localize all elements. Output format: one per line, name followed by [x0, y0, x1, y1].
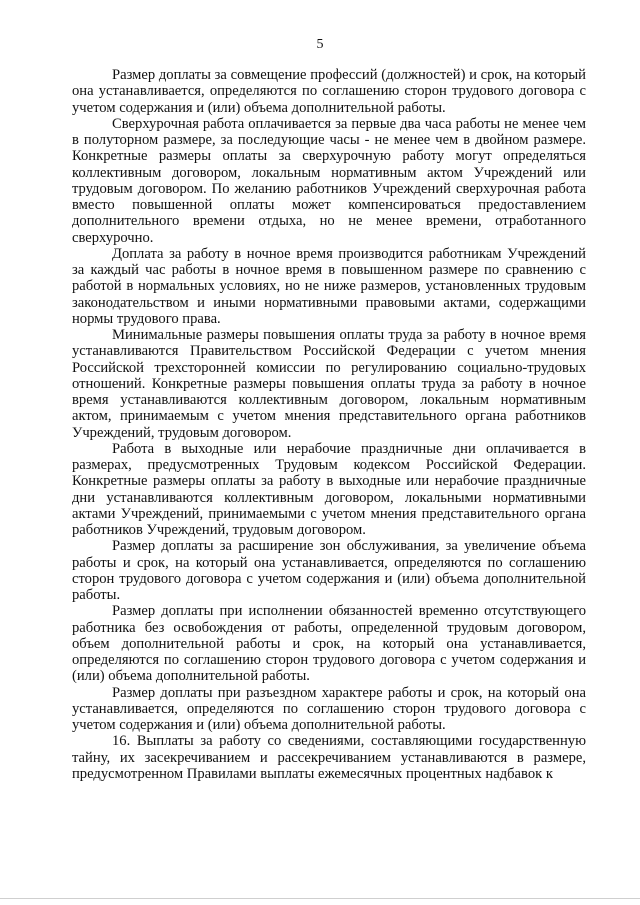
paragraph-night-work-allowance: Доплата за работу в ночное время производится работникам Учреждений за каждый час работы в ночное время в повышенном размере по сравнению с работой в нормальных условиях, но не ниже размеров, установленных трудовым законодательством и иными нормативными правовыми актами, содержащими нормы трудового права.	[72, 245, 586, 327]
page-number: 5	[316, 37, 324, 52]
paragraph-state-secret-payments: 16. Выплаты за работу со сведениями, составляющими государственную тайну, их засекречиванием и рассекречиванием устанавливаются в размере, предусмотренном Правилами выплаты ежемесячных процентных надбавок к	[72, 733, 586, 782]
paragraph-service-area-expansion: Размер доплаты за расширение зон обслуживания, за увеличение объема работы и срок, на который она устанавливается, определяются по соглашению сторон трудового договора с учетом содержания и (или) объема дополнительной работы.	[72, 538, 586, 603]
bottom-divider	[0, 898, 640, 899]
paragraph-combination-of-professions: Размер доплаты за совмещение профессий (должностей) и срок, на который она устанавливается, определяются по соглашению сторон трудового договора с учетом содержания и (или) объема дополнительной работы.	[72, 67, 586, 116]
paragraph-overtime-work: Сверхурочная работа оплачивается за первые два часа работы не менее чем в полуторном размере, за последующие часы - не менее чем в двойном размере. Конкретные размеры оплаты за сверхурочную работу могут определяться коллективным договором, локальным нормативным актом Учреждений или трудовым договором. По желанию работников Учреждений сверхурочная работа вместо повышенной оплаты может компенсироваться предоставлением дополнительного времени отдыха, но не менее времени, отработанного сверхурочно.	[72, 115, 586, 246]
paragraph-weekend-holiday-work: Работа в выходные или нерабочие праздничные дни оплачивается в размерах, предусмотренных Трудовым кодексом Российской Федерации. Конкретные размеры оплаты за работу в выходные или нерабочие праздничные дни устанавливаются коллективным договором, локальными нормативными актами Учреждений, принимаемыми с учетом мнения представительного органа работников Учреждений, трудовым договором.	[72, 440, 586, 538]
document-body	[72, 67, 586, 782]
paragraph-traveling-work: Размер доплаты при разъездном характере работы и срок, на который она устанавливается, определяются по соглашению сторон трудового договора с учетом содержания и (или) объема дополнительной работы.	[72, 684, 586, 733]
paragraph-absent-employee-duties: Размер доплаты при исполнении обязанностей временно отсутствующего работника без освобождения от работы, определенной трудовым договором, объем дополнительной работы и срок, на который она устанавливается, определяются по соглашению сторон трудового договора с учетом содержания и (или) объема дополнительной работы.	[72, 603, 586, 685]
paragraph-night-work-minimum: Минимальные размеры повышения оплаты труда за работу в ночное время устанавливаются Правительством Российской Федерации с учетом мнения Российской трехсторонней комиссии по регулированию социально-трудовых отношений. Конкретные размеры повышения оплаты труда за работу в ночное время устанавливаются коллективным договором, локальным нормативным актом, принимаемым с учетом мнения представительного органа работников Учреждений, трудовым договором.	[72, 327, 586, 441]
